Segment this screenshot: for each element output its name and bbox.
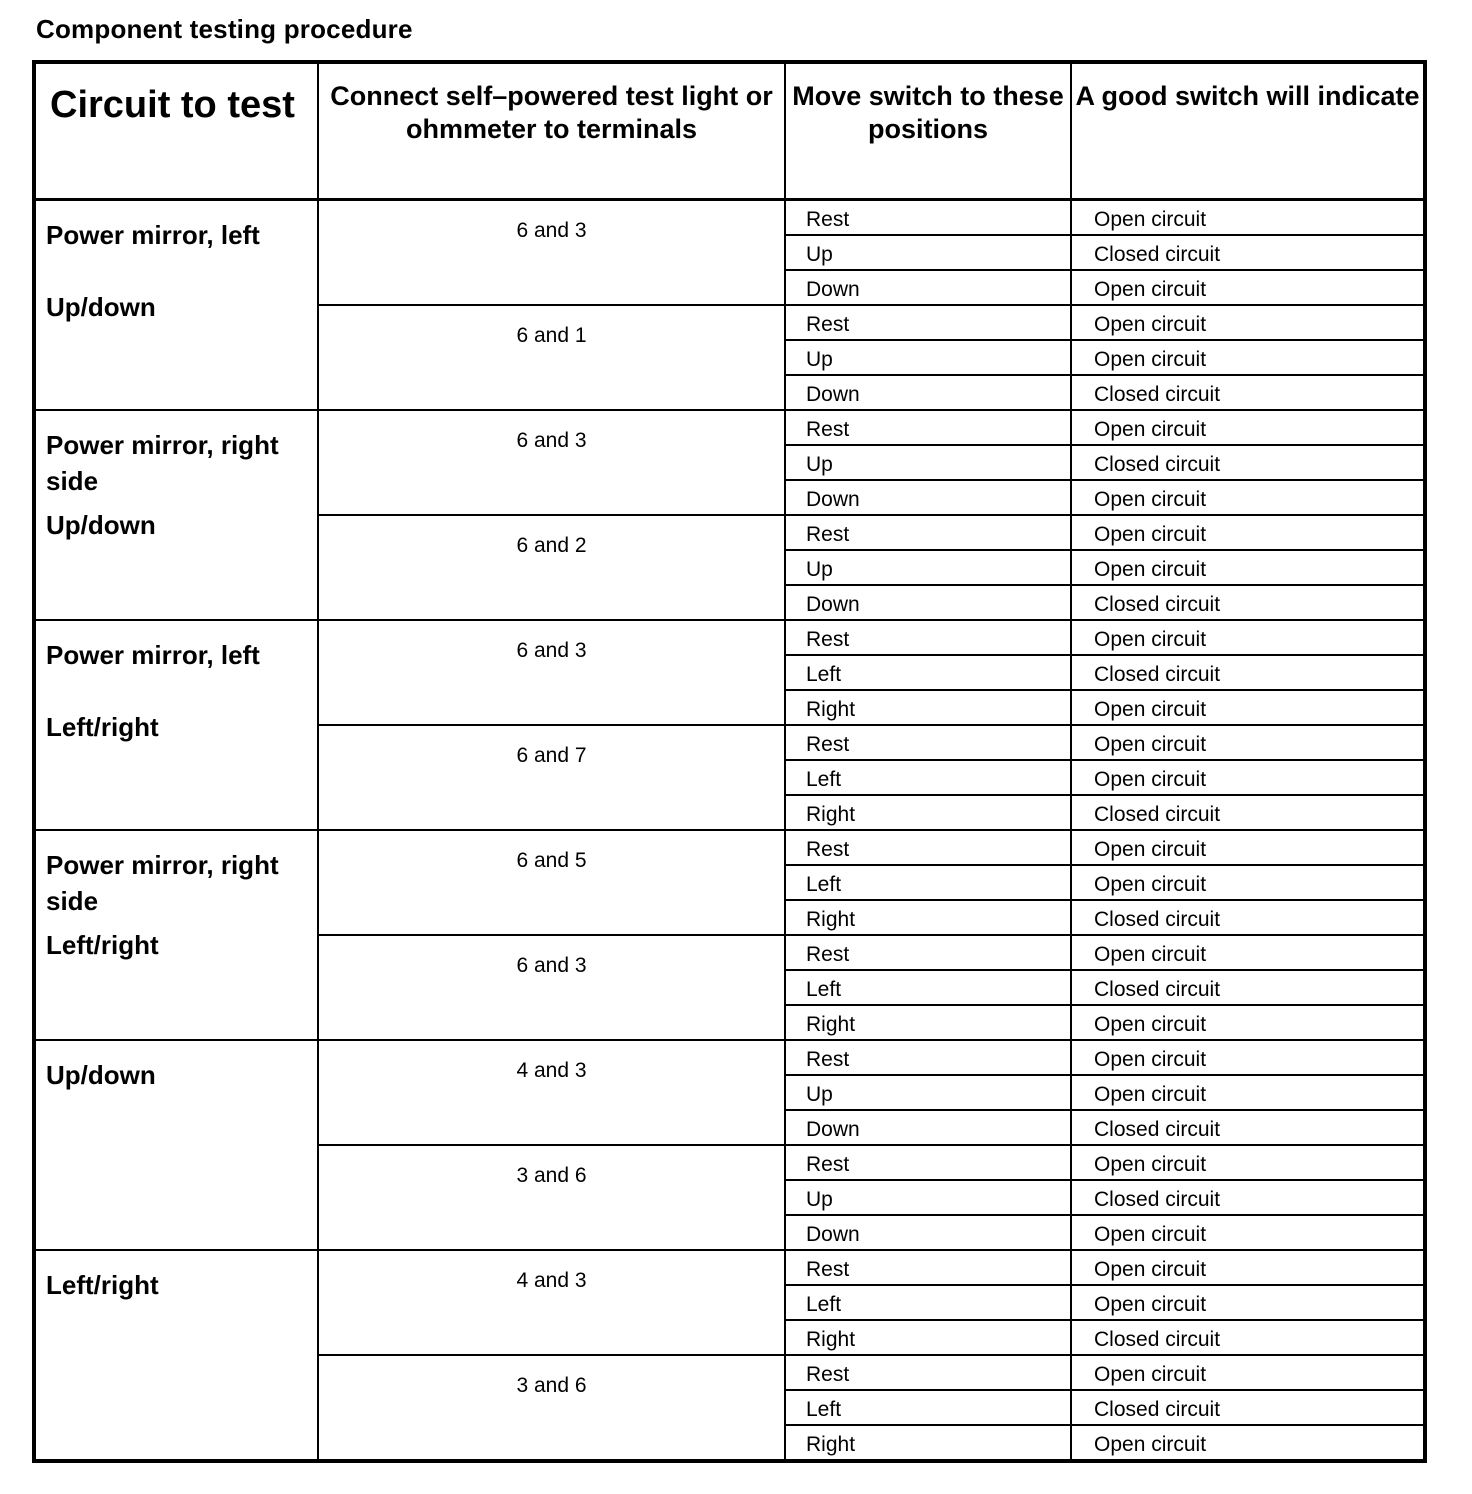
switch-position-cell: Up [785,445,1071,480]
terminals-cell: 6 and 3 [318,410,785,515]
indication-cell: Open circuit [1071,410,1425,445]
switch-position-cell: Down [785,1110,1071,1145]
terminals-cell: 4 and 3 [318,1250,785,1355]
indication-cell: Closed circuit [1071,375,1425,410]
switch-position-cell: Left [785,1390,1071,1425]
indication-cell: Open circuit [1071,1285,1425,1320]
indication-cell: Open circuit [1071,480,1425,515]
circuit-cell [34,410,318,620]
indication-cell: Closed circuit [1071,235,1425,270]
table-body [34,200,1425,1462]
header-circuit-to-test: Circuit to test [34,62,318,200]
switch-position-cell: Rest [785,410,1071,445]
indication-cell: Open circuit [1071,305,1425,340]
switch-position-cell: Rest [785,305,1071,340]
indication-cell: Closed circuit [1071,900,1425,935]
indication-cell: Closed circuit [1071,1320,1425,1355]
switch-position-cell: Up [785,550,1071,585]
circuit-name: Power mirror, right side [46,430,279,496]
terminals-cell: 6 and 5 [318,830,785,935]
indication-cell: Open circuit [1071,1145,1425,1180]
switch-position-cell: Right [785,900,1071,935]
switch-position-cell: Up [785,1075,1071,1110]
indication-cell: Closed circuit [1071,445,1425,480]
indication-cell: Open circuit [1071,760,1425,795]
circuit-subtitle: Left/right [46,930,159,960]
switch-position-cell: Rest [785,620,1071,655]
circuit-cell [34,200,318,411]
circuit-name: Power mirror, right side [46,850,279,916]
terminals-cell: 6 and 3 [318,935,785,1040]
circuit-cell [34,830,318,1040]
circuit-cell [34,1250,318,1461]
switch-position-cell: Rest [785,830,1071,865]
terminals-cell: 6 and 2 [318,515,785,620]
indication-cell: Open circuit [1071,1075,1425,1110]
circuit-name: Left/right [46,1270,159,1300]
header-terminals: Connect self–powered test light or ohmmeter to terminals [318,62,785,200]
switch-position-cell: Right [785,1320,1071,1355]
table-row [34,830,1425,865]
indication-cell: Open circuit [1071,1005,1425,1040]
terminals-cell: 4 and 3 [318,1040,785,1145]
indication-cell: Closed circuit [1071,655,1425,690]
header-switch-positions: Move switch to these positions [785,62,1071,200]
indication-cell: Open circuit [1071,1425,1425,1461]
indication-cell: Open circuit [1071,200,1425,236]
indication-cell: Open circuit [1071,830,1425,865]
switch-position-cell: Left [785,865,1071,900]
terminals-cell: 6 and 7 [318,725,785,830]
table-header-row [34,62,1425,200]
switch-position-cell: Right [785,1005,1071,1040]
indication-cell: Closed circuit [1071,795,1425,830]
circuit-name: Up/down [46,1060,156,1090]
switch-position-cell: Up [785,340,1071,375]
table-row [34,410,1425,445]
switch-position-cell: Down [785,270,1071,305]
terminals-cell: 6 and 3 [318,200,785,306]
indication-cell: Open circuit [1071,690,1425,725]
table-row [34,1040,1425,1075]
table-row [34,620,1425,655]
switch-position-cell: Down [785,480,1071,515]
switch-position-cell: Right [785,690,1071,725]
indication-cell: Open circuit [1071,550,1425,585]
switch-position-cell: Rest [785,1250,1071,1285]
switch-position-cell: Rest [785,725,1071,760]
indication-cell: Open circuit [1071,620,1425,655]
switch-position-cell: Right [785,1425,1071,1461]
table-row [34,1250,1425,1285]
switch-position-cell: Down [785,585,1071,620]
switch-position-cell: Left [785,1285,1071,1320]
indication-cell: Closed circuit [1071,1180,1425,1215]
indication-cell: Closed circuit [1071,1110,1425,1145]
switch-position-cell: Rest [785,515,1071,550]
indication-cell: Open circuit [1071,270,1425,305]
switch-position-cell: Right [785,795,1071,830]
circuit-cell [34,1040,318,1250]
indication-cell: Closed circuit [1071,970,1425,1005]
switch-position-cell: Down [785,375,1071,410]
indication-cell: Open circuit [1071,935,1425,970]
circuit-name: Power mirror, left [46,220,260,250]
terminals-cell: 3 and 6 [318,1355,785,1461]
indication-cell: Open circuit [1071,1215,1425,1250]
switch-position-cell: Rest [785,1040,1071,1075]
terminals-cell: 6 and 1 [318,305,785,410]
circuit-subtitle: Up/down [46,292,156,322]
switch-position-cell: Left [785,760,1071,795]
switch-position-cell: Rest [785,1355,1071,1390]
indication-cell: Open circuit [1071,1355,1425,1390]
indication-cell: Closed circuit [1071,1390,1425,1425]
switch-position-cell: Rest [785,1145,1071,1180]
indication-cell: Open circuit [1071,1250,1425,1285]
indication-cell: Open circuit [1071,725,1425,760]
switch-position-cell: Rest [785,200,1071,236]
terminals-cell: 3 and 6 [318,1145,785,1250]
circuit-subtitle: Up/down [46,510,156,540]
switch-position-cell: Left [785,655,1071,690]
indication-cell: Open circuit [1071,865,1425,900]
indication-cell: Closed circuit [1071,585,1425,620]
indication-cell: Open circuit [1071,340,1425,375]
switch-position-cell: Down [785,1215,1071,1250]
component-testing-table [32,60,1427,1463]
document-title: Component testing procedure [36,14,413,44]
terminals-cell: 6 and 3 [318,620,785,725]
circuit-name: Power mirror, left [46,640,260,670]
circuit-subtitle: Left/right [46,712,159,742]
switch-position-cell: Rest [785,935,1071,970]
indication-cell: Open circuit [1071,515,1425,550]
table-row [34,200,1425,236]
circuit-cell [34,620,318,830]
indication-cell: Open circuit [1071,1040,1425,1075]
header-good-switch-indication: A good switch will indicate [1071,62,1425,200]
switch-position-cell: Up [785,1180,1071,1215]
switch-position-cell: Up [785,235,1071,270]
switch-position-cell: Left [785,970,1071,1005]
